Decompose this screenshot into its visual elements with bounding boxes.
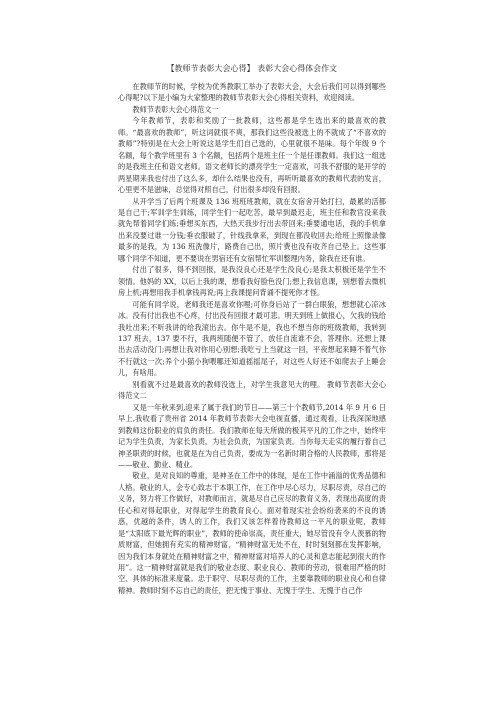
intro-paragraph: 在教师节的时候，学校为优秀教职工举办了表彰大会，大会后我们可以得到哪些心得呢?以下是小编为大家整理的教师节表彰大会心得相关资料，欢迎阅读。 bbox=[118, 82, 386, 103]
body-paragraph: 付出了很多，得不到回报，是我没良心还是学生没良心;是我太积极还是学生不领情。他妈的 XX，以后上我的课，想看我好脸色没门;想上我信息课，别想着去微机房上机;再想用我手机拿钱再说;再上我课提问背诵不提死你才怪。 bbox=[118, 265, 386, 298]
document-title: 【教师节表彰大会心得】 表彰大会心得体会作文 bbox=[166, 64, 338, 73]
body-paragraph: 又是一年秋来到,迎来了属于我们的节日——第三十个教师节,2014 年 9 月 6 日早上,我收看了贵州省 2014 年教师节表彰大会电视直播，通过观看，让我深深地感到教师这份职业的肩负的责任。我们教师在每天所做的极其平凡的工作之中，始终牢记为学生负责，为家长负责，为社会负责，为国家负责。当你每天走实的履行着自己神圣职责的时候，也就是在为自己负责，要成为一名新时期合格的人民教师，那将是——敬业、勤业、精业。 bbox=[118, 402, 386, 469]
section-heading-sample-one: 教师节表彰大会心得范文一 bbox=[132, 104, 219, 114]
body-paragraph: 敬业，是对良知的尊重，是神圣在工作中的体现，是在工作中涌溢的优秀品德和人格。敬业的人，会专心致志于本职工作，在工作中尽心尽力，尽职尽责，尽自己的义务，努力将工作做好，对教师而言，就是尽自己应尽的教育义务，表现出高度的责任心和对得起职业，对得起学生的教育良心。面对着现实社会纷纷袭来的不良的诱惑，优越的条件，诱人的工作，我们又该怎样着待教师这一平凡的职业呢，教师是“太阳底下最光辉的职业”，教师的使命崇高，责任重大，她尽管没有令人羡慕的物质财富，但她拥有充实的精神财富，“精神财富无处不在，时时刻刻都在发挥影响，因为我们本身就处在精神财富之中，精神财富对培养人的心灵和意志能起到很大的作用”。这一精神财富就是我们的敬业态度、职业良心、教师的劳动，很难用严格的时空、具体的标准来度量。忠于职守、尽职尽责的工作，主要靠教师的职业良心和自律精神。教师时刻不忘自己的责任，把无愧于事业、无愧于学生、无愧于自己作 bbox=[118, 471, 386, 595]
body-paragraph-with-section-heading-two: 别看就不过是最喜欢的教师没选上，对学生我意见大的哩。 教师节表彰大会心得范文二 bbox=[118, 379, 386, 401]
body-paragraph: 可能有同学说，老师我还是喜欢你哩;可你身后站了一群白眼狼，想想就心凉冰冰。没有付出我也不心疼，付出没有回报才最可悲。明天到班上做报心，欠我的钱给我吐出来;不听我讲的给我滚出去。你牛是不是，我也不想当你的班级教师，我转到 137 班去，137 要不行，我两班随便不管了，放任自流谁不会，答理你。还想上课出去活动没门;再想让我对你用心别想;我吃亏上当就这一回，平夜想起来睡不着气你不行就这一次;养个小猫小狗喂哪还知道摇摇尾子，对这些人好还不如爬去子上睡会儿，有啥用。 bbox=[118, 299, 386, 378]
body-paragraph: 从开学当了后两个班课及 136 班班班教师，就在女宿舍开始打扫，最累的活都是自己干;军训学生训练，同学生们一起吃苦，最早到最迟走，班主任和教官没来我就先帮着同学们练;垂想买东西，大热天我步行出去带回来;垂要通电话，我的手机拿出来没要过谁一分钱;垂衣服破了，针线我拿来，到现在都没收回去;给班上照像录像最多的是我，为 136 班洗像片，路费自己出，照片费也没有收齐自己垫上。这些事哪个同学不知道，更不要说在男宿还有女宿帮忙军训整理内务，除我在还有谁。 bbox=[118, 196, 386, 263]
body-paragraph: 今年教师节，表彰和奖励了一批教师，这些都是学生选出来的最喜欢的教师。“最喜欢的教师”，听这词就很不爽，那我们这些没被选上的不就成了“不喜欢的教师”?特别是在大会上听说这是学生们自己选的，心里就很不是味。每个年级 9 个名额，每个教学班里有 3 个名额，包括两个是班主任一个是任课教师。我们这一组选的是我班主任和语文老师。语文老师长的漂亮学生一定喜欢，可我不舒服的是开学的两星期来我也付出了这么多，却什么结果也没有，再听听最喜欢的教师代表的发言，心里更不是滋味，总觉得对照自己，付出很多却没有回报。 bbox=[118, 116, 386, 195]
